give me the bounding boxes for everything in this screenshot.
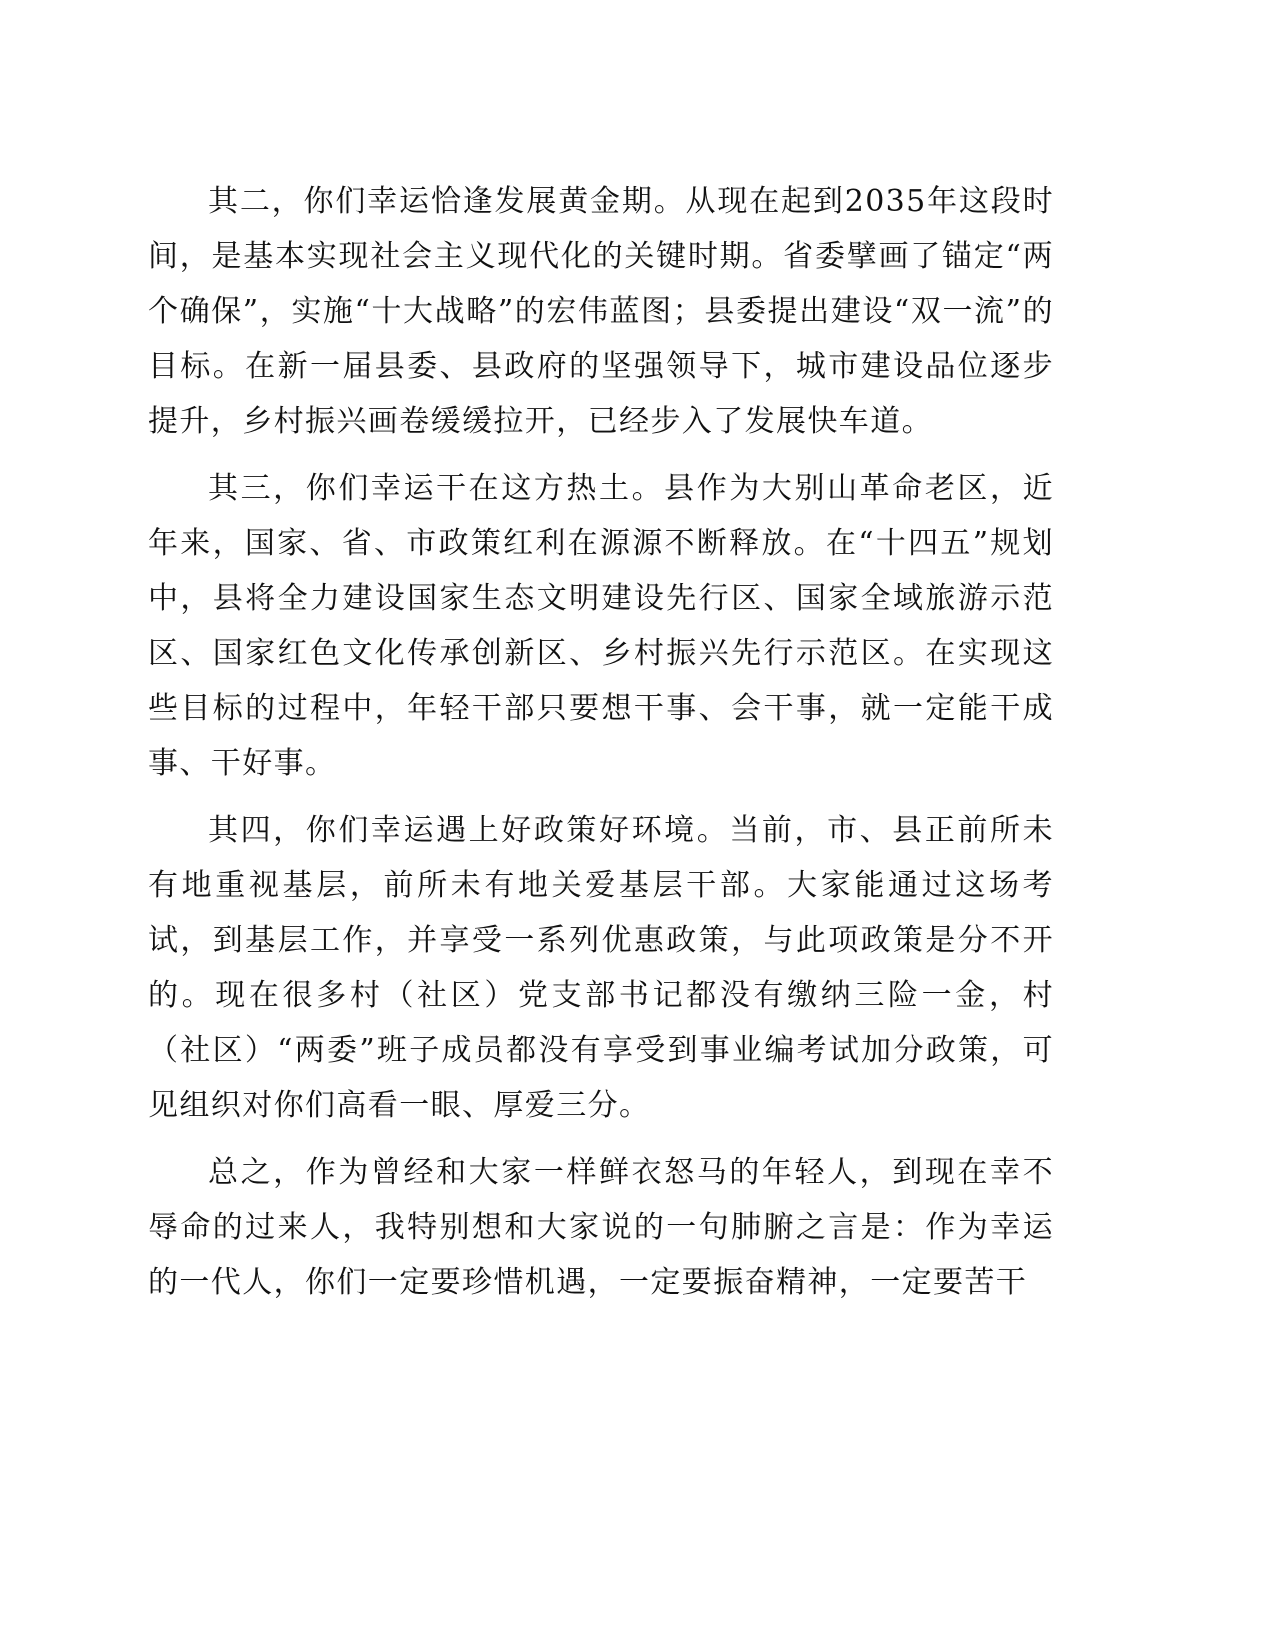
paragraph-fourth-fortune: 其四，你们幸运遇上好政策好环境。当前，市、县正前所未有地重视基层，前所未有地关爱基层干部。大家能通过这场考试，到基层工作，并享受一系列优惠政策，与此项政策是分不开的。现在很多村（社区）党支部书记都没有缴纳三险一金，村（社区）“两委”班子成员都没有享受到事业编考试加分政策，可见组织对你们高看一眼、厚爱三分。 xyxy=(148,813,1054,1123)
paragraph-third-fortune: 其三，你们幸运干在这方热土。县作为大别山革命老区，近年来，国家、省、市政策红利在源源不断释放。在“十四五”规划中，县将全力建设国家生态文明建设先行区、国家全域旅游示范区、国家红色文化传承创新区、乡村振兴先行示范区。在实现这些目标的过程中，年轻干部只要想干事、会干事，就一定能干成事、干好事。 xyxy=(148,471,1054,781)
document-body xyxy=(148,174,1054,1322)
paragraph-second-fortune: 其二，你们幸运恰逢发展黄金期。从现在起到2035年这段时间，是基本实现社会主义现代化的关键时期。省委擘画了锚定“两个确保”，实施“十大战略”的宏伟蓝图；县委提出建设“双一流”的目标。在新一届县委、县政府的坚强领导下，城市建设品位逐步提升，乡村振兴画卷缓缓拉开，已经步入了发展快车道。 xyxy=(148,184,1054,439)
paragraph-conclusion: 总之，作为曾经和大家一样鲜衣怒马的年轻人，到现在幸不辱命的过来人，我特别想和大家说的一句肺腑之言是：作为幸运的一代人，你们一定要珍惜机遇，一定要振奋精神，一定要苦干 xyxy=(148,1155,1054,1300)
